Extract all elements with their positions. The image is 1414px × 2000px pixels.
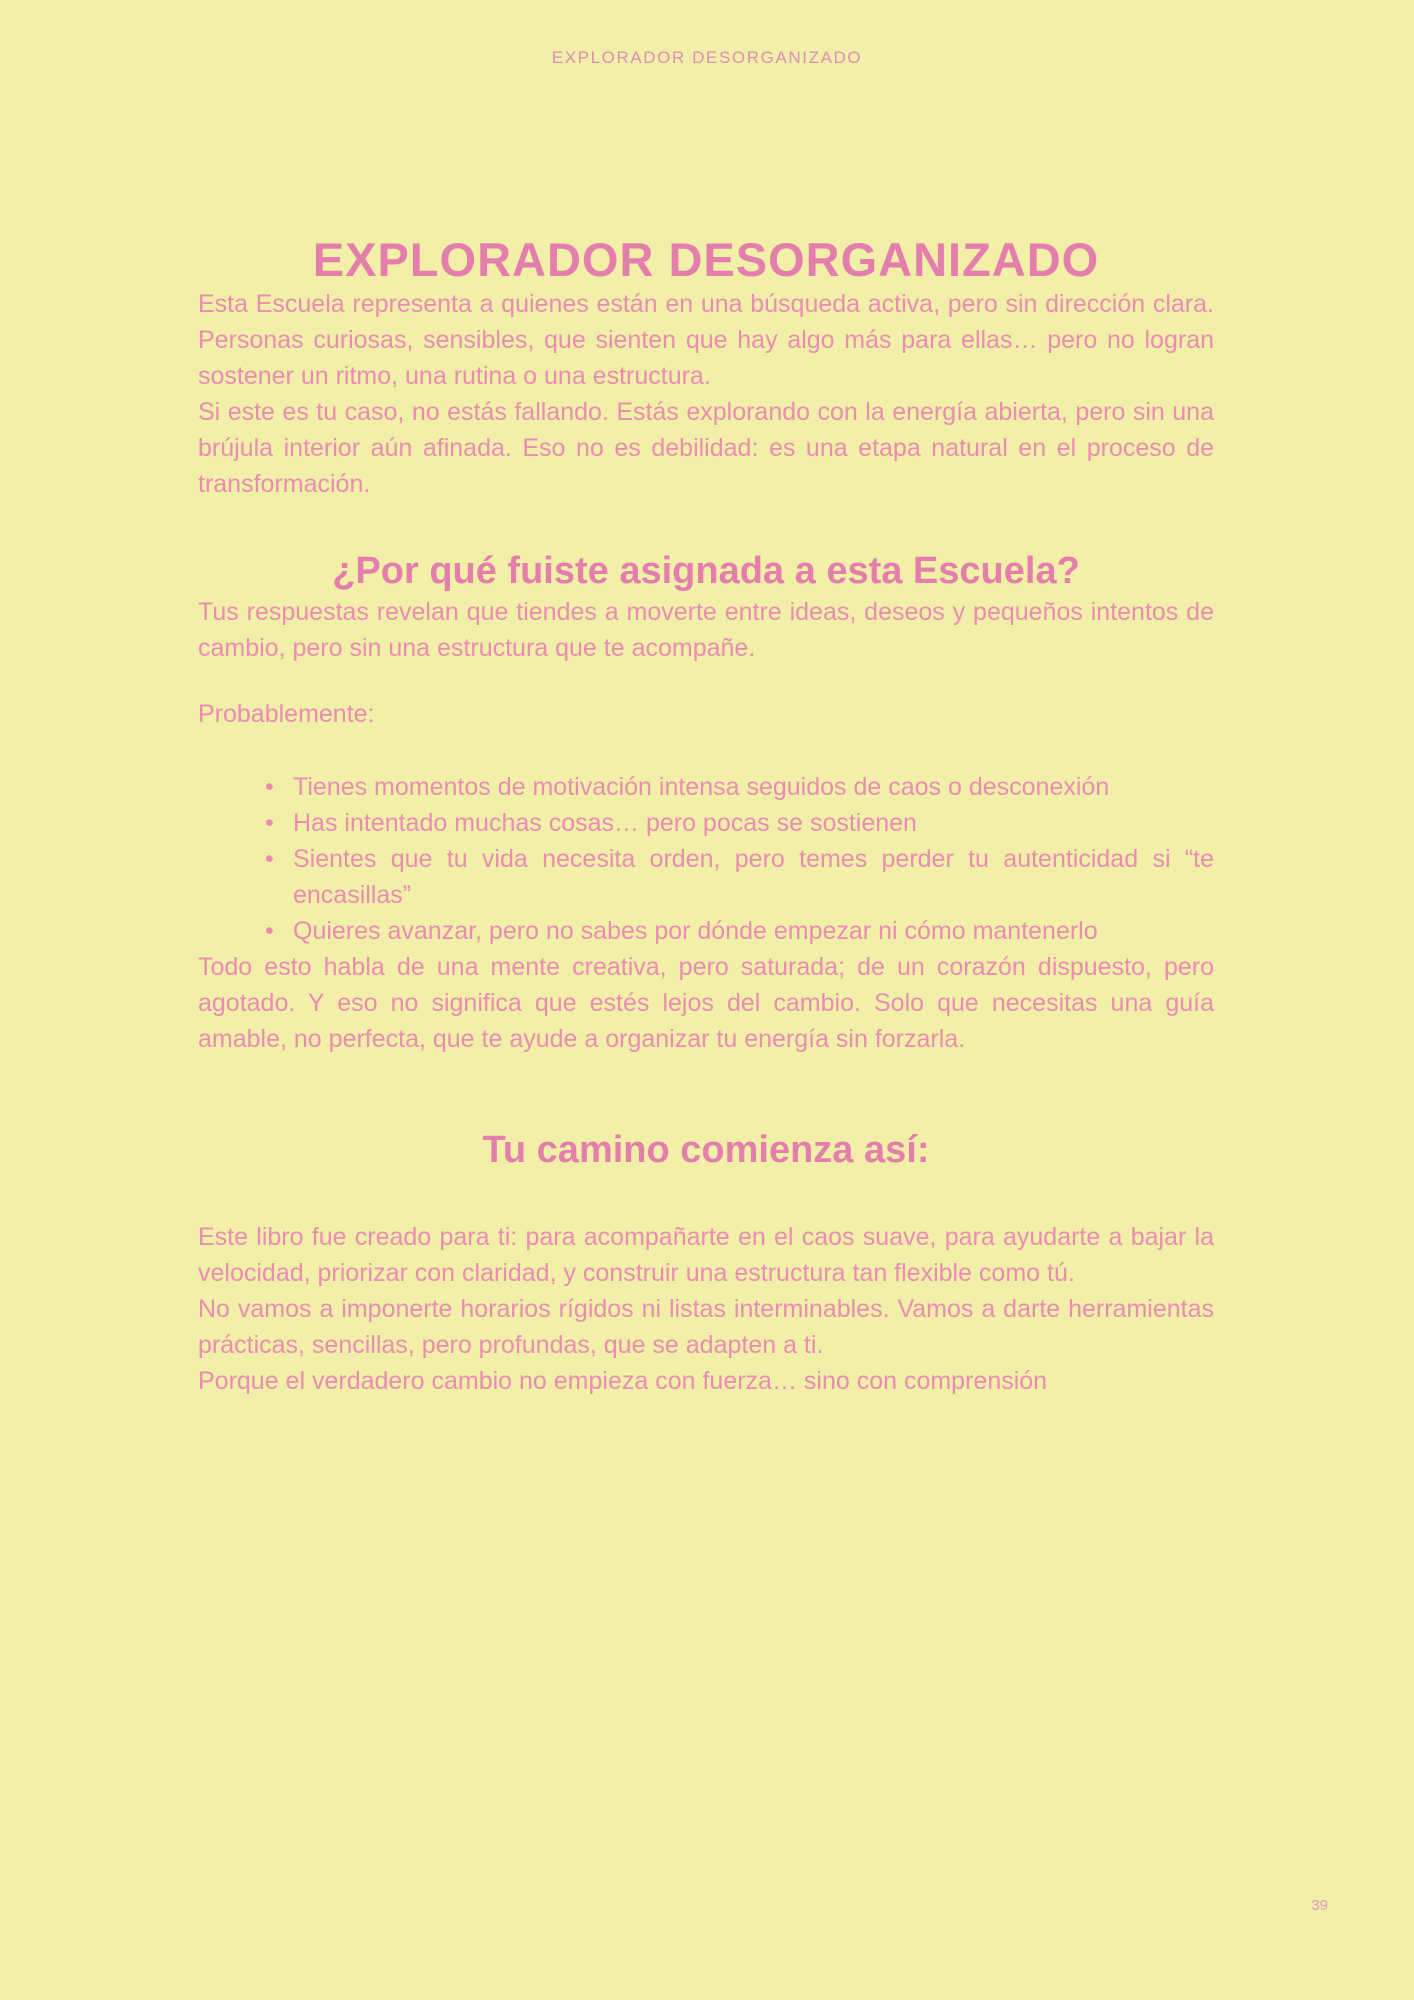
page-content	[198, 0, 1214, 1399]
page-number: 39	[1311, 1897, 1328, 1914]
reason-item: • Sientes que tu vida necesita orden, pero temes perder tu autenticidad si “te encasillas”	[293, 841, 1214, 913]
running-header: EXPLORADOR DESORGANIZADO	[551, 48, 863, 67]
page-title: EXPLORADOR DESORGANIZADO	[312, 233, 1100, 286]
reason-item: • Quieres avanzar, pero no sabes por dónde empezar ni cómo mantenerlo	[293, 913, 1214, 949]
final-paragraph: No vamos a imponerte horarios rígidos ni listas interminables. Vamos a darte herramientas prácticas, sencillas, pero profundas, que se adapten a ti.	[198, 1295, 1214, 1359]
intro-paragraph: Si este es tu caso, no estás fallando. Estás explorando con la energía abierta, pero sin una brújula interior aún afinada. Eso no es debilidad: es una etapa natural en el proceso de transformación.	[198, 398, 1214, 498]
reasons-list	[198, 769, 1214, 949]
final-paragraphs	[198, 1219, 1214, 1399]
lead-paragraph: Tus respuestas revelan que tiendes a moverte entre ideas, deseos y pequeños intentos de cambio, pero sin una estructura que te acompañe.	[198, 598, 1214, 662]
final-paragraph: Este libro fue creado para ti: para acompañarte en el caos suave, para ayudarte a bajar la velocidad, priorizar con claridad, y construir una estructura tan flexible como tú.	[198, 1223, 1214, 1287]
final-paragraph: Porque el verdadero cambio no empieza con fuerza… sino con comprensión	[198, 1367, 1048, 1395]
intro-paragraph: Esta Escuela representa a quienes están en una búsqueda activa, pero sin dirección clara. Personas curiosas, sensibles, que sienten que hay algo más para ellas… pero no logran sostener un ritmo, una rutina o una estructura.	[198, 290, 1214, 390]
section-heading-your-path: Tu camino comienza así:	[482, 1129, 930, 1171]
list-intro-label: Probablemente:	[198, 700, 375, 728]
section-heading-why-assigned: ¿Por qué fuiste asignada a esta Escuela?	[332, 550, 1080, 592]
reason-item: • Tienes momentos de motivación intensa seguidos de caos o desconexión	[293, 769, 1214, 805]
reason-item: • Has intentado muchas cosas… pero pocas se sostienen	[293, 805, 1214, 841]
closing-paragraph: Todo esto habla de una mente creativa, pero saturada; de un corazón dispuesto, pero agotado. Y eso no significa que estés lejos del cambio. Solo que necesitas una guía amable, no perfecta, que te ayude a organizar tu energía sin forzarla.	[198, 953, 1214, 1053]
